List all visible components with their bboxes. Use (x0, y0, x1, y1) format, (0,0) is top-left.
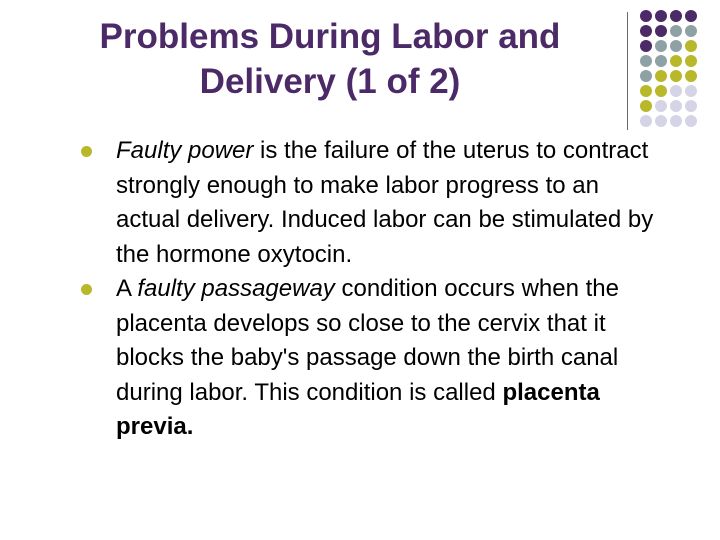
bullet-item-faulty-passageway (78, 272, 668, 445)
decorative-dot (685, 115, 697, 127)
decorative-dot (640, 25, 652, 37)
decorative-dot (655, 25, 667, 37)
decorative-dot (655, 40, 667, 52)
term-faulty-passageway: faulty passageway (137, 275, 335, 302)
decorative-dot (640, 10, 652, 22)
title-line-2: Delivery (1 of 2) (199, 62, 461, 101)
decorative-dot (640, 55, 652, 67)
decorative-dot (655, 85, 667, 97)
decorative-dot (685, 10, 697, 22)
bullet-text-faulty-power: is the failure of the uterus to contract strongly enough to make labor progress to an actual delivery. Induced labor can be stimulated by the hormone oxytocin. (116, 137, 654, 268)
bullet-dot-icon (81, 146, 92, 157)
decorative-dot (685, 70, 697, 82)
slide-body (78, 134, 668, 445)
decorative-dot (670, 10, 682, 22)
bullet-text-faulty-passageway: condition occurs when the placenta develops so close to the cervix that it blocks the baby's passage down the birth canal during labor. This condition is called (116, 275, 619, 406)
decorative-dot (685, 25, 697, 37)
decorative-dot (670, 55, 682, 67)
vertical-divider (627, 12, 628, 130)
decorative-dot (655, 10, 667, 22)
bullet-dot-icon (81, 284, 92, 295)
decorative-dot (685, 55, 697, 67)
title-line-1: Problems During Labor and (99, 17, 561, 56)
decorative-dot (640, 100, 652, 112)
decorative-dot (640, 115, 652, 127)
decorative-dot (670, 100, 682, 112)
decorative-dot (640, 70, 652, 82)
decorative-dot (670, 115, 682, 127)
decorative-dot-grid (640, 10, 720, 130)
term-placenta-previa: placenta previa. (116, 378, 600, 440)
decorative-dot (655, 55, 667, 67)
decorative-dot (670, 70, 682, 82)
decorative-dot (640, 85, 652, 97)
term-faulty-power: Faulty power (116, 137, 254, 164)
decorative-dot (685, 40, 697, 52)
slide-title (40, 14, 620, 104)
decorative-dot (685, 85, 697, 97)
decorative-dot (655, 70, 667, 82)
bullet-lead: A (116, 275, 138, 302)
decorative-dot (670, 85, 682, 97)
decorative-dot (640, 40, 652, 52)
decorative-dot (670, 40, 682, 52)
decorative-dot (685, 100, 697, 112)
decorative-dot (655, 115, 667, 127)
bullet-item-faulty-power (78, 134, 668, 272)
decorative-dot (655, 100, 667, 112)
decorative-dot (670, 25, 682, 37)
